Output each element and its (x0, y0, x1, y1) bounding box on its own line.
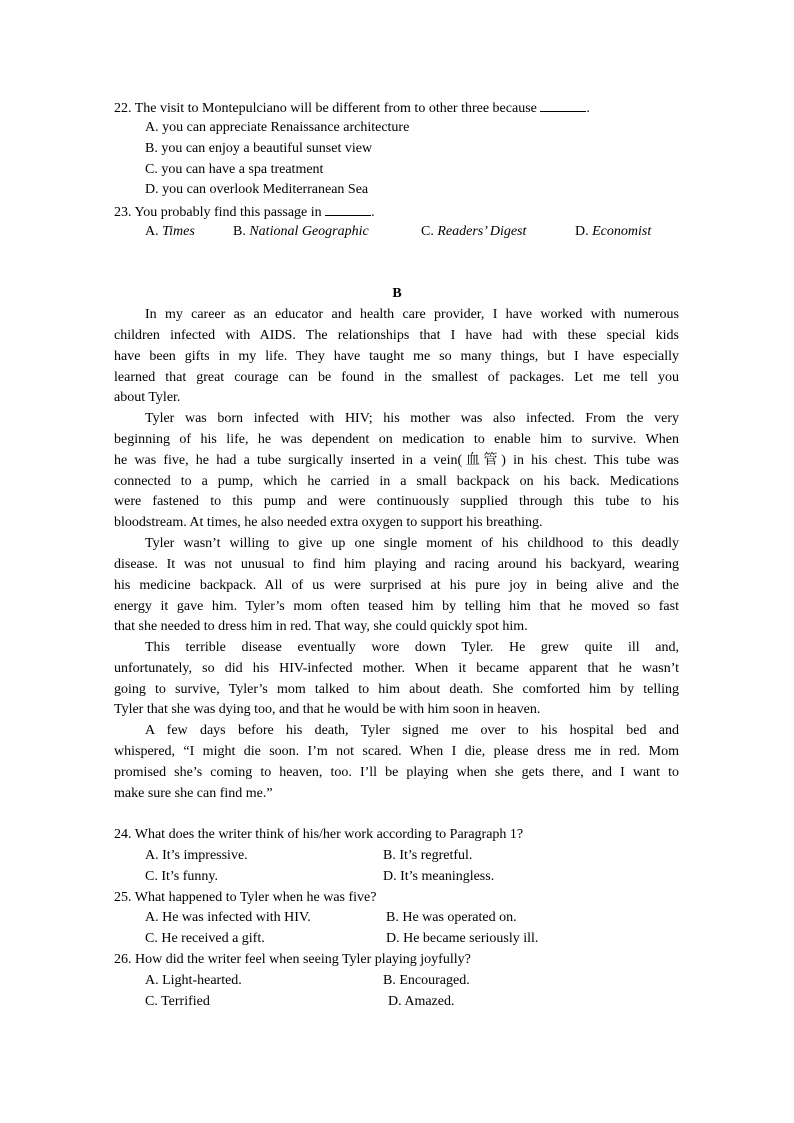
option-letter: D. (575, 224, 589, 239)
passage-line: unfortunately, so did his HIV-infected mother. When it became apparent that he wasn’t (114, 661, 679, 676)
q22-option-d: D. you can overlook Mediterranean Sea (145, 182, 369, 197)
passage-line: A few days before his death, Tyler signed me over to his hospital bed and (145, 723, 679, 738)
option-letter: C. (421, 224, 434, 239)
passage-line: children infected with AIDS. The relationships that I have had with these special kids (114, 328, 679, 343)
option-text: Economist (592, 224, 652, 239)
passage-line: make sure she can find me.” (114, 786, 273, 801)
q22-option-c: C. you can have a spa treatment (145, 162, 324, 177)
question-24-stem: 24. What does the writer think of his/her work according to Paragraph 1? (114, 827, 524, 842)
question-22-stem: 22. The visit to Montepulciano will be different from to other three because . (114, 97, 590, 119)
passage-line: his medicine backpack. All of us were surprised at his pure joy in being alive and the (114, 578, 679, 593)
passage-line: This terrible disease eventually wore down Tyler. He grew quite ill and, (145, 640, 679, 655)
option-letter: A. (145, 224, 159, 239)
passage-line: whispered, “I might die soon. I’m not scared. When I die, please dress me in red. Mom (114, 744, 679, 759)
answer-blank (325, 201, 371, 216)
q24-option-c: C. It’s funny. (145, 869, 218, 884)
passage-line: In my career as an educator and health care provider, I have worked with numerous (145, 307, 679, 322)
q26-option-c: C. Terrified (145, 994, 210, 1009)
passage-line: Tyler wasn’t willing to give up one single moment of his childhood to this deadly (145, 536, 679, 551)
passage-line: he was five, he had a tube surgically inserted in a vein(血管) in his chest. This tube was (114, 453, 679, 468)
q24-option-d: D. It’s meaningless. (383, 869, 495, 884)
passage-line: beginning of his life, he was dependent on medication to enable him to survive. When (114, 432, 679, 447)
q24-option-b: B. It’s regretful. (383, 848, 473, 863)
q23-option-d (575, 222, 651, 242)
question-26-stem: 26. How did the writer feel when seeing Tyler playing joyfully? (114, 952, 471, 967)
option-text: Readers’ Digest (437, 224, 527, 239)
section-title: B (392, 286, 402, 301)
option-letter: B. (233, 224, 246, 239)
q23-option-a (145, 222, 195, 242)
passage-line: Tyler that she was dying too, and that he would be with him soon in heaven. (114, 702, 541, 717)
q25-option-d: D. He became seriously ill. (386, 931, 539, 946)
passage-line: that she needed to dress him in red. That way, she could quickly spot him. (114, 619, 528, 634)
q24-option-a: A. It’s impressive. (145, 848, 248, 863)
passage-line: were fastened to this pump and were continuously supplied through this tube to his (114, 494, 679, 509)
q25-option-a: A. He was infected with HIV. (145, 910, 311, 925)
passage-line: promised she’s coming to heaven, too. I’ll be playing when she gets there, and I want to (114, 765, 679, 780)
passage-line: have been gifts in my life. They have taught me so many things, but I have especially (114, 349, 679, 364)
option-text: National Geographic (249, 224, 369, 239)
q26-option-b: B. Encouraged. (383, 973, 470, 988)
q26-option-d: D. Amazed. (388, 994, 455, 1009)
option-text: Times (162, 224, 195, 239)
passage-line: Tyler was born infected with HIV; his mother was also infected. From the very (145, 411, 679, 426)
passage-line: connected to a pump, which he carried in a small backpack on his back. Medications (114, 474, 679, 489)
answer-blank (540, 97, 586, 112)
q23-option-b (233, 222, 369, 242)
q25-option-c: C. He received a gift. (145, 931, 265, 946)
q26-option-a: A. Light-hearted. (145, 973, 242, 988)
passage-line: about Tyler. (114, 390, 181, 405)
question-22-text: 22. The visit to Montepulciano will be different from to other three because (114, 101, 537, 116)
passage-line: energy it gave him. Tyler’s mom often teased him by telling him that he moved so fast (114, 599, 679, 614)
question-23-stem: 23. You probably find this passage in . (114, 201, 375, 223)
question-25-stem: 25. What happened to Tyler when he was five? (114, 890, 377, 905)
passage-line: learned that great courage can be found in the smallest of packages. Let me tell you (114, 370, 679, 385)
passage-line: bloodstream. At times, he also needed extra oxygen to support his breathing. (114, 515, 543, 530)
q22-option-a: A. you can appreciate Renaissance architecture (145, 120, 410, 135)
question-23-text: 23. You probably find this passage in (114, 205, 322, 220)
q23-option-c (421, 222, 526, 242)
q22-option-b: B. you can enjoy a beautiful sunset view (145, 141, 373, 156)
passage-line: disease. It was not unusual to find him playing and racing around his backyard, wearing (114, 557, 679, 572)
q25-option-b: B. He was operated on. (386, 910, 517, 925)
passage-line: going to survive, Tyler’s mom talked to him about death. She comforted him by telling (114, 682, 679, 697)
